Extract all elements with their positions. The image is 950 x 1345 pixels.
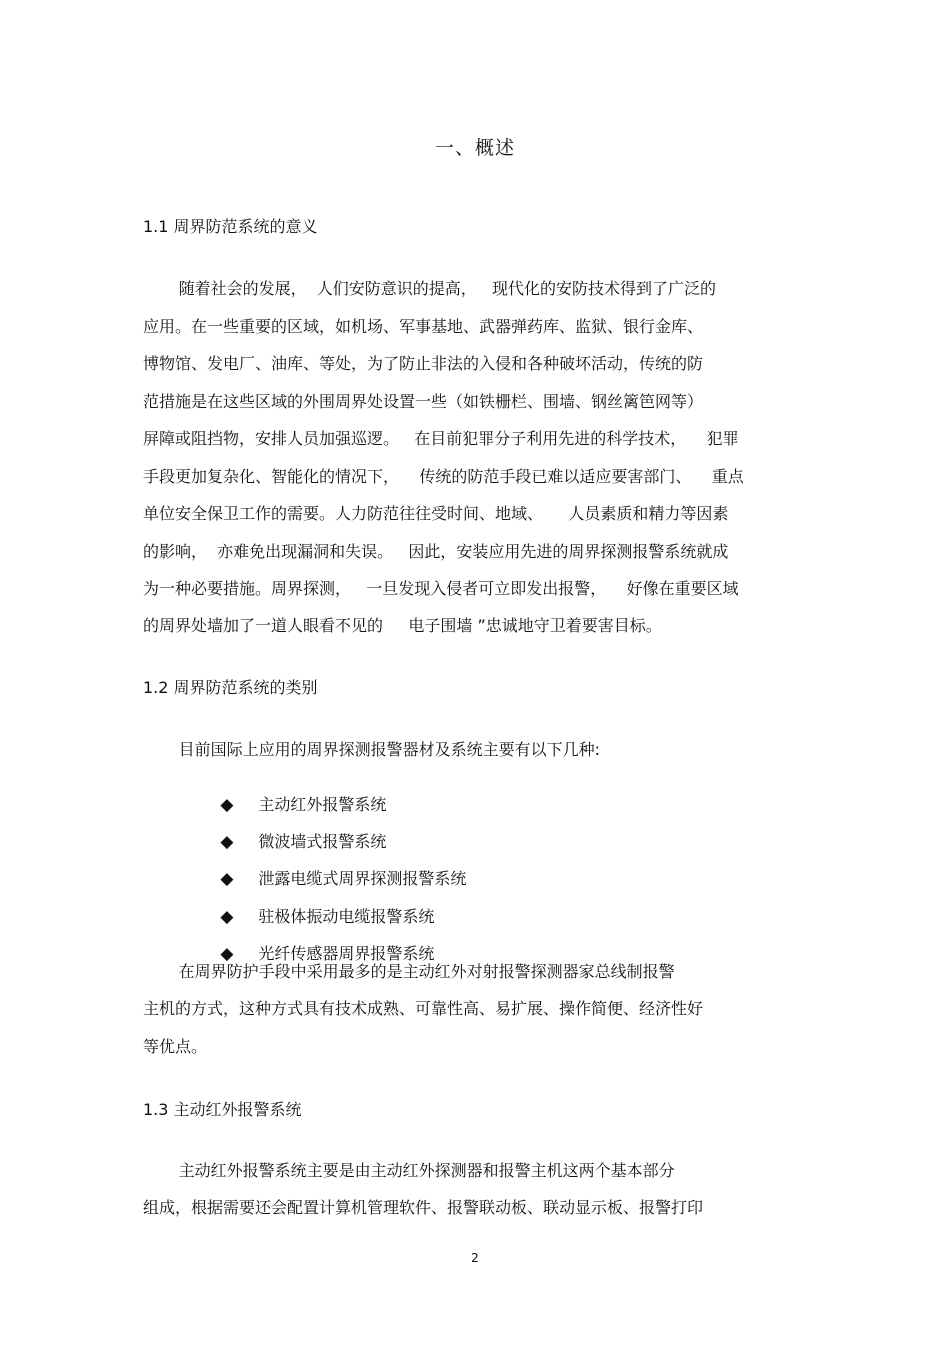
paragraph-line: 在周界防护手段中采用最多的是主动红外对射报警探测器家总线制报警 [143, 962, 675, 981]
paragraph-line: 随着社会的发展， 人们安防意识的提高， 现代化的安防技术得到了广泛的 [143, 279, 717, 298]
bullet-text: 光纤传感器周界报警系统 [258, 944, 435, 963]
bullet-text: 泄露电缆式周界探测报警系统 [258, 869, 467, 888]
paragraph-line: 博物馆、发电厂、油库、等处，为了防止非法的入侵和各种破坏活动，传统的防 [143, 354, 704, 373]
diamond-bullet-icon: ◆ [220, 795, 234, 815]
paragraph-line: 目前国际上应用的周界探测报警器材及系统主要有以下几种: [143, 740, 600, 759]
paragraph-line: 为一种必要措施。周界探测， 一旦发现入侵者可立即发出报警， 好像在重要区域 [143, 579, 739, 598]
diamond-bullet-icon: ◆ [220, 907, 234, 927]
diamond-bullet-icon: ◆ [220, 869, 234, 889]
bullet-text: 驻极体振动电缆报警系统 [258, 907, 435, 926]
paragraph-line: 组成，根据需要还会配置计算机管理软件、报警联动板、联动显示板、报警打印 [143, 1198, 704, 1217]
bullet-text: 微波墙式报警系统 [258, 832, 387, 851]
paragraph-line: 的影响， 亦难免出现漏洞和失误。 因此，安装应用先进的周界探测报警系统就成 [143, 542, 729, 561]
page-number: 2 [471, 1251, 479, 1265]
paragraph-line: 手段更加复杂化、智能化的情况下， 传统的防范手段已难以适应要害部门、 重点 [143, 467, 744, 486]
paragraph-line: 主机的方式，这种方式具有技术成熟、可靠性高、易扩展、操作简便、经济性好 [143, 999, 704, 1018]
paragraph-line: 主动红外报警系统主要是由主动红外探测器和报警主机这两个基本部分 [143, 1161, 675, 1180]
paragraph-line: 等优点。 [143, 1037, 208, 1056]
paragraph-line: 范措施是在这些区域的外围周界处设置一些（如铁栅栏、围墙、钢丝篱笆网等） [143, 392, 704, 411]
section-heading-1-2: 1.2 周界防范系统的类别 [143, 678, 318, 697]
bullet-text: 主动红外报警系统 [258, 795, 387, 814]
paragraph-line: 应用。在一些重要的区域，如机场、军事基地、武器弹药库、监狱、银行金库、 [143, 317, 704, 336]
section-heading-1-3: 1.3 主动红外报警系统 [143, 1100, 302, 1119]
page-title: 一、概述 [434, 137, 515, 159]
section-heading-1-1: 1.1 周界防范系统的意义 [143, 217, 318, 236]
diamond-bullet-icon: ◆ [220, 832, 234, 852]
paragraph-line: 的周界处墙加了一道人眼看不见的 电子围墙 ”忠诚地守卫着要害目标。 [143, 616, 662, 635]
paragraph-line: 单位安全保卫工作的需要。人力防范往往受时间、地域、 人员素质和精力等因素 [143, 504, 729, 523]
diamond-bullet-icon: ◆ [220, 944, 234, 964]
paragraph-line: 屏障或阻挡物，安排人员加强巡逻。 在目前犯罪分子利用先进的科学技术， 犯罪 [143, 429, 739, 448]
